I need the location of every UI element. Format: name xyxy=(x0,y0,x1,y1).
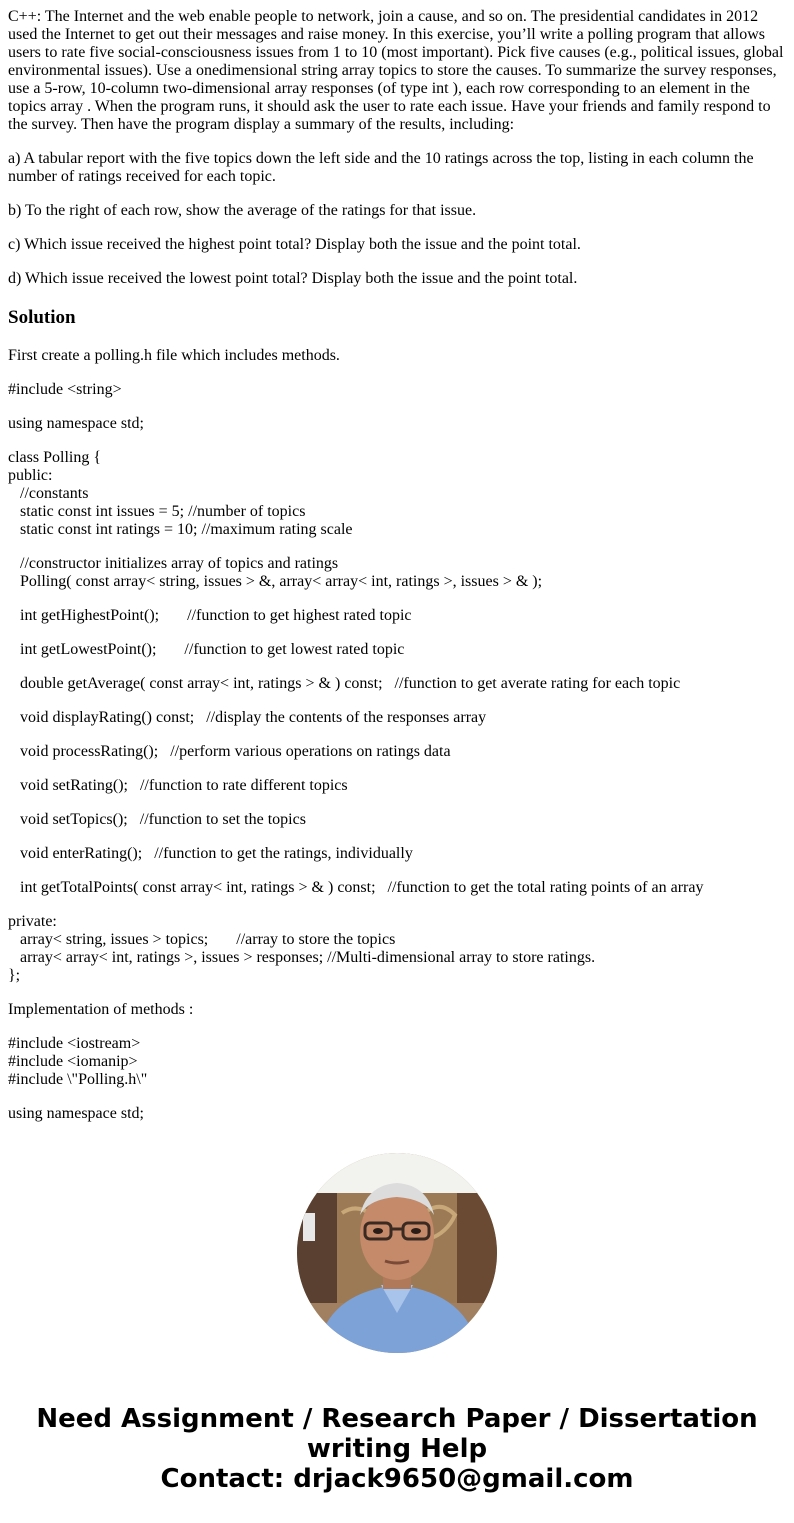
question-part-c: c) Which issue received the highest point total? Display both the issue and the point total. xyxy=(8,236,581,253)
code-method-highest: int getHighestPoint(); //function to get highest rated topic xyxy=(8,607,412,624)
code-method-setrating: void setRating(); //function to rate different topics xyxy=(8,777,348,794)
code-method-process: void processRating(); //perform various operations on ratings data xyxy=(8,743,451,760)
code-line: #include \"Polling.h\" xyxy=(8,1071,148,1088)
code-private-section xyxy=(8,913,786,985)
code-line: //constructor initializes array of topics and ratings xyxy=(8,555,339,572)
advert-line-2: writing Help xyxy=(306,1434,488,1464)
code-line: static const int ratings = 10; //maximum rating scale xyxy=(8,521,353,538)
code-method-display: void displayRating() const; //display the contents of the responses array xyxy=(8,709,487,726)
code-method-settopics: void setTopics(); //function to set the topics xyxy=(8,811,306,828)
code-line: array< string, issues > topics; //array to store the topics xyxy=(8,931,396,948)
code-line: }; xyxy=(8,967,21,984)
advert-contact: Contact: drjack9650@gmail.com xyxy=(160,1464,634,1494)
question-part-d: d) Which issue received the lowest point total? Display both the issue and the point total. xyxy=(8,270,578,287)
code-constructor xyxy=(8,555,786,591)
code-line: public: xyxy=(8,467,53,484)
code-line: Polling( const array< string, issues > &, array< array< int, ratings >, issues > & ); xyxy=(8,573,543,590)
question-intro: C++: The Internet and the web enable people to network, join a cause, and so on. The presidential candidates in 2012 used the Internet to get out their messages and raise money. In this exercise, you’ll write a polling program that allows users to rate five social-consciousness issues from 1 to 10 (most important). Pick five causes (e.g., political issues, global environmental issues). Use a onedimensional string array topics to store the causes. To summarize the survey responses, use a 5-row, 10-column two-dimensional array responses (of type int ), each row corresponding to an element in the topics array . When the program runs, it should ask the user to rate each issue. Have your friends and family respond to the survey. Then have the program display a summary of the results, including: xyxy=(8,8,784,133)
code-using-namespace: using namespace std; xyxy=(8,415,144,432)
implementation-heading: Implementation of methods : xyxy=(8,1001,194,1018)
code-using-namespace-2: using namespace std; xyxy=(8,1105,144,1122)
code-includes xyxy=(8,1035,786,1089)
code-class-header xyxy=(8,449,786,539)
solution-heading: Solution xyxy=(8,307,76,328)
question-part-b: b) To the right of each row, show the average of the ratings for that issue. xyxy=(8,202,477,219)
code-line: static const int issues = 5; //number of topics xyxy=(8,503,306,520)
person-photo-icon xyxy=(297,1153,497,1353)
code-line: private: xyxy=(8,913,57,930)
code-line: //constants xyxy=(8,485,89,502)
solution-intro: First create a polling.h file which includes methods. xyxy=(8,347,340,364)
code-line: #include <iomanip> xyxy=(8,1053,138,1070)
question-part-a: a) A tabular report with the five topics down the left side and the 10 ratings across the top, listing in each column the number of ratings received for each topic. xyxy=(8,150,754,185)
code-include-string: #include <string> xyxy=(8,381,122,398)
code-method-enterrating: void enterRating(); //function to get the ratings, individually xyxy=(8,845,413,862)
code-line: class Polling { xyxy=(8,449,102,466)
author-avatar xyxy=(297,1153,497,1353)
code-method-totalpoints: int getTotalPoints( const array< int, ratings > & ) const; //function to get the total rating points of an array xyxy=(8,879,704,896)
code-line: #include <iostream> xyxy=(8,1035,141,1052)
code-line: array< array< int, ratings >, issues > responses; //Multi-dimensional array to store ratings. xyxy=(8,949,596,966)
advert-line-1: Need Assignment / Research Paper / Dissertation xyxy=(36,1404,758,1434)
code-method-average: double getAverage( const array< int, ratings > & ) const; //function to get averate rating for each topic xyxy=(8,675,681,692)
code-method-lowest: int getLowestPoint(); //function to get lowest rated topic xyxy=(8,641,405,658)
